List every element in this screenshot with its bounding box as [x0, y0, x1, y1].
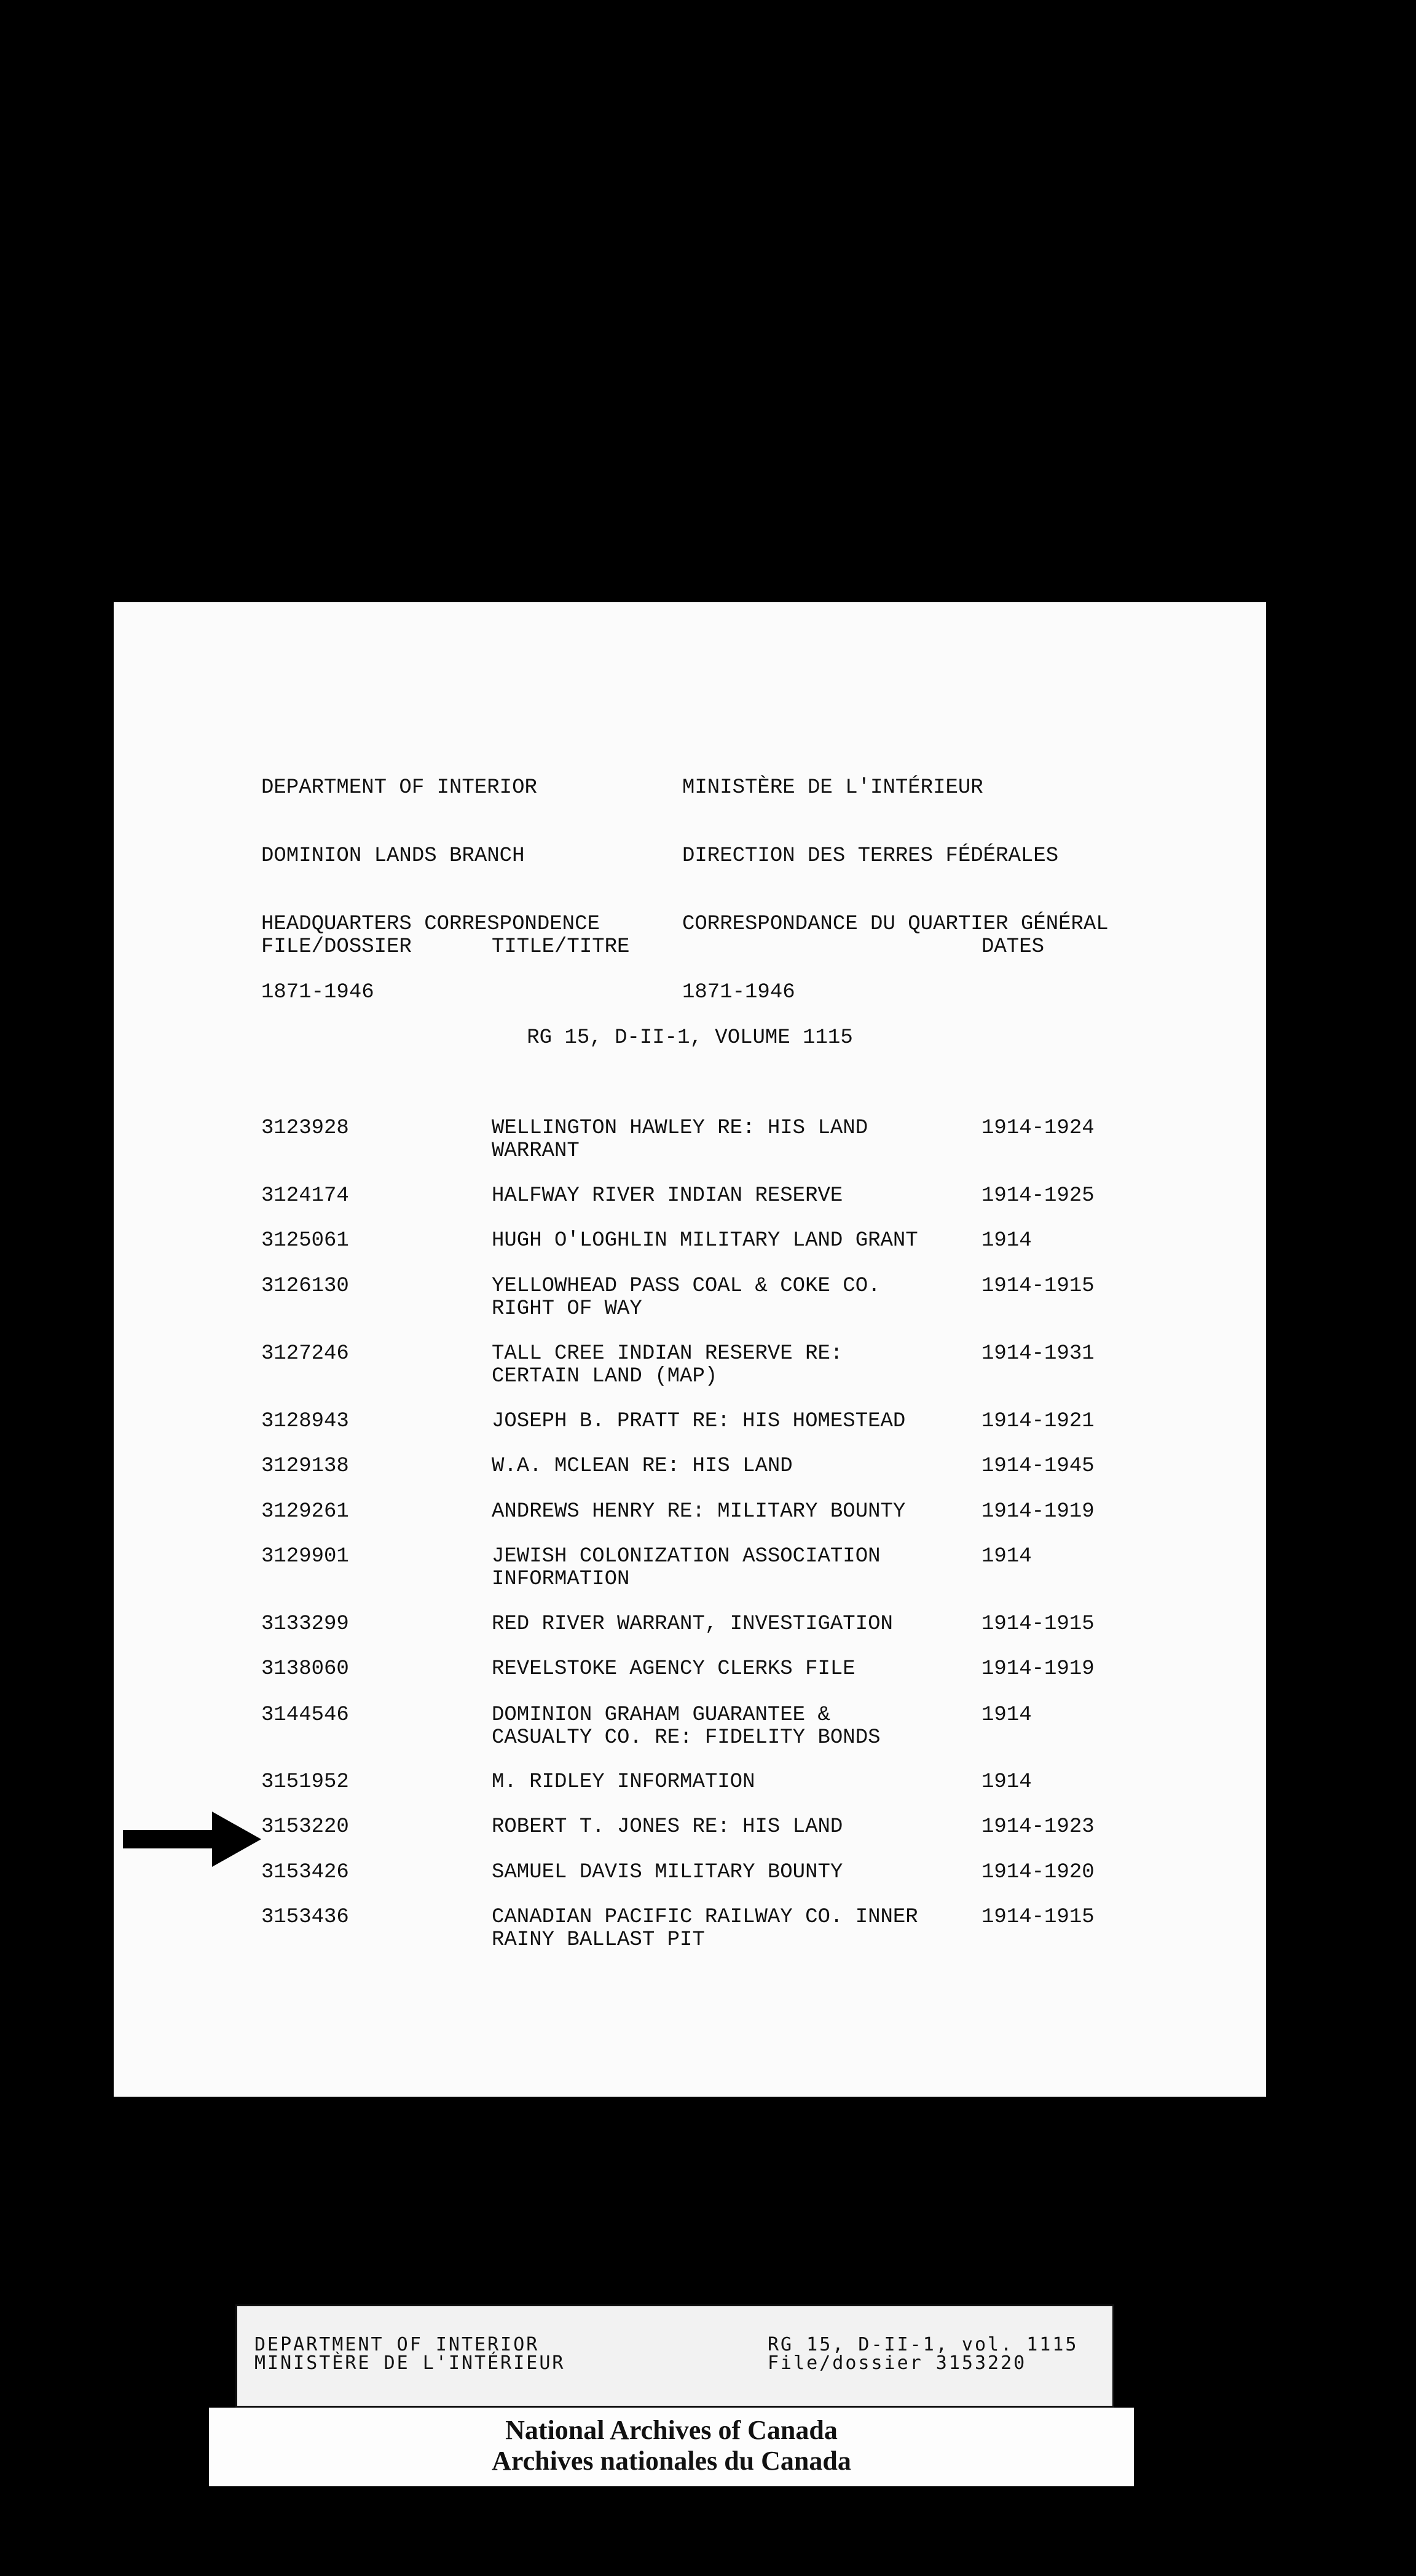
file-dates: 1914-1919: [981, 1657, 1095, 1681]
stamp-line: DEPARTMENT OF INTERIOR: [254, 2334, 540, 2355]
archives-label: [209, 2408, 1134, 2486]
file-title: [492, 1771, 977, 1794]
volume-heading: RG 15, D-II-1, VOLUME 1115: [527, 1026, 853, 1050]
file-number: 3138060: [261, 1657, 349, 1681]
file-dates: 1914-1924: [981, 1117, 1095, 1140]
file-dates: 1914: [981, 1703, 1032, 1727]
header-line: 1871-1946: [261, 981, 374, 1004]
file-title: [492, 1455, 977, 1478]
file-title-line: RED RIVER WARRANT, INVESTIGATION: [492, 1612, 893, 1636]
file-title-line: ROBERT T. JONES RE: HIS LAND: [492, 1815, 843, 1839]
file-number: 3125061: [261, 1229, 349, 1252]
stamp-reference: [768, 2336, 1078, 2373]
file-title: [492, 1816, 977, 1839]
file-dates: 1914-1923: [981, 1815, 1095, 1839]
header-english: [261, 731, 600, 1050]
file-number: 3126130: [261, 1274, 349, 1298]
file-dates: 1914-1931: [981, 1342, 1095, 1365]
file-title-line: RIGHT OF WAY: [492, 1297, 642, 1321]
file-title-line: YELLOWHEAD PASS COAL & COKE CO.: [492, 1274, 881, 1298]
file-title-line: HALFWAY RIVER INDIAN RESERVE: [492, 1184, 843, 1208]
file-title: [492, 1185, 977, 1208]
column-header-title: TITLE/TITRE: [492, 935, 630, 959]
header-line: DEPARTMENT OF INTERIOR: [261, 776, 537, 799]
header-line: MINISTÈRE DE L'INTÉRIEUR: [682, 776, 983, 799]
file-dates: 1914-1945: [981, 1455, 1095, 1478]
file-dates: 1914-1915: [981, 1906, 1095, 1929]
file-number: 3127246: [261, 1342, 349, 1365]
file-title-line: W.A. MCLEAN RE: HIS LAND: [492, 1455, 793, 1478]
file-title: [492, 1545, 977, 1591]
file-title-line: M. RIDLEY INFORMATION: [492, 1770, 755, 1794]
file-dates: 1914: [981, 1229, 1032, 1252]
file-title-line: DOMINION GRAHAM GUARANTEE &: [492, 1703, 830, 1727]
file-title-line: CANADIAN PACIFIC RAILWAY CO. INNER: [492, 1906, 918, 1929]
file-dates: 1914-1921: [981, 1410, 1095, 1433]
file-title-line: WELLINGTON HAWLEY RE: HIS LAND: [492, 1117, 868, 1140]
file-title-line: HUGH O'LOGHLIN MILITARY LAND GRANT: [492, 1229, 918, 1252]
column-header-file: FILE/DOSSIER: [261, 935, 412, 959]
file-number: 3129261: [261, 1500, 349, 1523]
file-number: 3129138: [261, 1455, 349, 1478]
header-line: HEADQUARTERS CORRESPONDENCE: [261, 913, 600, 936]
file-number: 3153436: [261, 1906, 349, 1929]
file-title-line: CASUALTY CO. RE: FIDELITY BONDS: [492, 1726, 881, 1749]
document-page: [114, 602, 1266, 2097]
file-number: 3151952: [261, 1770, 349, 1794]
file-title-line: INFORMATION: [492, 1568, 630, 1591]
file-title-line: CERTAIN LAND (MAP): [492, 1365, 718, 1388]
file-number: 3133299: [261, 1612, 349, 1636]
file-title-line: RAINY BALLAST PIT: [492, 1928, 705, 1952]
file-title: [492, 1117, 977, 1163]
file-title-line: WARRANT: [492, 1139, 580, 1163]
file-title: [492, 1230, 977, 1252]
header-line: CORRESPONDANCE DU QUARTIER GÉNÉRAL: [682, 913, 1109, 936]
file-title: [492, 1906, 977, 1952]
header-french: [682, 731, 1109, 1050]
file-dates: 1914-1920: [981, 1861, 1095, 1884]
file-dates: 1914-1925: [981, 1184, 1095, 1208]
stamp-line: File/dossier 3153220: [768, 2352, 1027, 2374]
file-number: 3128943: [261, 1410, 349, 1433]
file-dates: 1914: [981, 1545, 1032, 1568]
file-title: [492, 1410, 977, 1433]
file-title-line: TALL CREE INDIAN RESERVE RE:: [492, 1342, 843, 1365]
file-title: [492, 1613, 977, 1636]
file-dates: 1914: [981, 1770, 1032, 1794]
file-number: 3129901: [261, 1545, 349, 1568]
file-dates: 1914-1915: [981, 1612, 1095, 1636]
archives-line: Archives nationales du Canada: [492, 2446, 851, 2476]
file-title-line: JEWISH COLONIZATION ASSOCIATION: [492, 1545, 881, 1568]
file-title: [492, 1861, 977, 1884]
file-title-line: ANDREWS HENRY RE: MILITARY BOUNTY: [492, 1500, 906, 1523]
file-dates: 1914-1915: [981, 1274, 1095, 1298]
file-number: 3123928: [261, 1117, 349, 1140]
file-number: 3144546: [261, 1703, 349, 1727]
header-line: DOMINION LANDS BRANCH: [261, 844, 525, 868]
column-header-dates: DATES: [981, 935, 1045, 959]
stamp-line: RG 15, D-II-1, vol. 1115: [768, 2334, 1079, 2355]
file-number: 3153426: [261, 1861, 349, 1884]
header-line: DIRECTION DES TERRES FÉDÉRALES: [682, 844, 1059, 868]
stamp-line: MINISTÈRE DE L'INTÉRIEUR: [254, 2352, 565, 2374]
archive-stamp: [235, 2304, 1114, 2408]
file-title: [492, 1275, 977, 1321]
file-title-line: JOSEPH B. PRATT RE: HIS HOMESTEAD: [492, 1410, 906, 1433]
file-title: [492, 1501, 977, 1523]
stamp-department: [254, 2336, 565, 2373]
file-title: [492, 1704, 977, 1749]
file-title-line: REVELSTOKE AGENCY CLERKS FILE: [492, 1657, 856, 1681]
header-line: 1871-1946: [682, 981, 795, 1004]
file-title-line: SAMUEL DAVIS MILITARY BOUNTY: [492, 1861, 843, 1884]
file-number: 3153220: [261, 1815, 349, 1839]
archives-line: National Archives of Canada: [505, 2415, 838, 2445]
file-title: [492, 1658, 977, 1681]
file-title: [492, 1343, 977, 1388]
file-dates: 1914-1919: [981, 1500, 1095, 1523]
file-number: 3124174: [261, 1184, 349, 1208]
arrow-pointer-icon: [123, 1812, 261, 1867]
